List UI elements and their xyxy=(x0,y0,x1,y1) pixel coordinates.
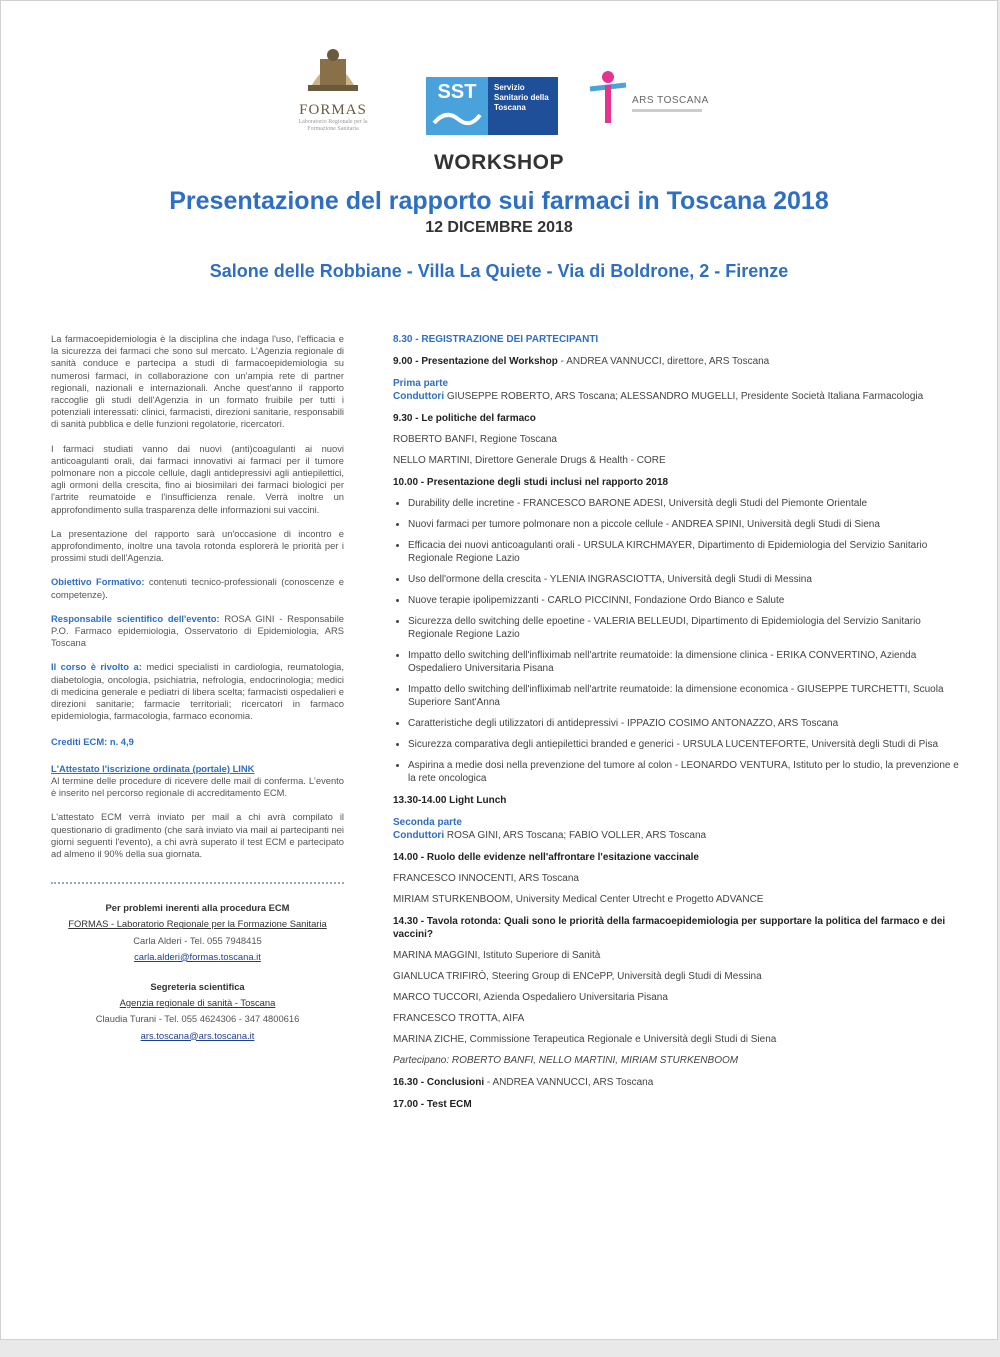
formas-subtitle: Laboratorio Regionale per la Formazione Sanitaria xyxy=(298,119,368,132)
contact1-email[interactable]: carla.alderi@formas.toscana.it xyxy=(134,950,261,962)
slot-conclusions xyxy=(393,1076,963,1089)
scientific-lead xyxy=(51,613,344,650)
ars-figure-icon xyxy=(586,69,630,129)
contact2-info: Claudia Turani - Tel. 055 4624306 - 347 4800616 xyxy=(95,1013,300,1025)
slot-policy-speaker-2: NELLO MARTINI, Direttore Generale Drugs & Health - CORE xyxy=(393,455,666,466)
dotted-divider xyxy=(51,882,344,884)
certificate-paragraph: L'attestato ECM verrà inviato per mail a chi avrà compilato il questionario di gradimento (che sarà inviato via mail ai partecipanti nei giorni seguenti l'evento), a chi avrà superato il test ECM e partecipato ad almeno il 90% della sua giornata. xyxy=(51,811,344,859)
study-item: • Uso dell'ormone della crescita - YLENIA INGRASCIOTTA, Università degli Studi di Messina xyxy=(408,573,963,586)
contact1-title: Per problemi inerenti alla procedura ECM xyxy=(105,902,290,914)
ars-underline xyxy=(632,109,702,112)
study-item: • Caratteristiche degli utilizzatori di antidepressivi - IPPAZIO COSIMO ANTONAZZO, ARS Toscana xyxy=(408,717,963,730)
part-one-hosts xyxy=(393,390,963,403)
part-two-hosts-label: Conduttori xyxy=(393,830,445,841)
slot-conclusions-speaker: - ANDREA VANNUCCI, ARS Toscana xyxy=(484,1077,654,1088)
intro-paragraph: La farmacoepidemiologia è la disciplina che indaga l'uso, l'efficacia e la sicurezza dei farmaci che sono sul mercato. L'Agenzia regionale di sanità conduce e partecipa a studi di farmacoepidemiologia su numerosi farmaci, in collaborazione con un'ampia rete di partner regionali, nazionali e internazionali. Anche quest'anno il rapporto raccoglie gli studi dell'Agenzia in un formato fruibile per tutti i potenziali interessati: clinici, farmacisti, direzioni sanitarie, responsabili di sanità pubblica e delle funzioni regolatorie, ricercatori. xyxy=(51,333,344,430)
part-two-heading: Seconda parte xyxy=(393,817,462,828)
registration xyxy=(51,763,344,800)
lunch-slot: 13.30-14.00 Light Lunch xyxy=(393,795,507,806)
audience-label: Il corso è rivolto a: xyxy=(51,661,142,673)
roundtable-title: 14.30 - Tavola rotonda: Quali sono le priorità della farmacoepidemiologia per supportare la politica del farmaco e dei vaccini? xyxy=(393,916,946,940)
slot-opening xyxy=(393,355,963,368)
contact2-org: Agenzia regionale di sanità - Toscana xyxy=(119,997,276,1009)
scientific-lead-text: ROSA GINI - Responsabile P.O. Farmaco epidemiologia, Osservatorio di Epidemiologia, ARS Toscana xyxy=(51,612,344,649)
workshop-label: WORKSHOP xyxy=(434,151,564,174)
presentation-paragraph: La presentazione del rapporto sarà un'occasione di incontro e approfondimento, inoltre una tavola rotonda esplorerà le priorità per i prossimi studi dell'Agenzia. xyxy=(51,527,344,564)
registration-text: Al termine delle procedure di ricevere delle mail di conferma. L'evento è inserito nel percorso regionale di accreditamento ECM. xyxy=(51,774,344,799)
audience xyxy=(51,661,344,722)
contact1-org: FORMAS - Laboratorio Regionale per la Formazione Sanitaria xyxy=(68,918,327,930)
sst-logo xyxy=(426,77,558,135)
study-item: • Sicurezza comparativa degli antiepilettici branded e generici - URSULA LUCENTEFORTE, Università degli Studi di Pisa xyxy=(408,738,963,751)
study-item: • Sicurezza dello switching delle epoetine - VALERIA BELLEUDI, Dipartimento di Epidemiologia del Servizio Sanitario Regionale Regione Lazio xyxy=(408,615,963,641)
scientific-lead-label: Responsabile scientifico dell'evento: xyxy=(51,612,220,624)
slot-vaccine-title: 14.00 - Ruolo delle evidenze nell'affrontare l'esitazione vaccinale xyxy=(393,852,699,863)
roundtable-participant: MARCO TUCCORI, Azienda Ospedaliero Universitaria Pisana xyxy=(393,992,668,1003)
slot-policy-speaker-1: ROBERTO BANFI, Regione Toscana xyxy=(393,434,557,445)
slot-vaccine-speaker-1: FRANCESCO INNOCENTI, ARS Toscana xyxy=(393,873,579,884)
ars-logo xyxy=(586,69,726,129)
drugs-paragraph: I farmaci studiati vanno dai nuovi (anti)coagulanti ai nuovi anticoagulanti orali, dai farmaci innovativi ai farmaci per il tumore polmonare non a piccole cellule, dagli antidepressivi agli antiepilettici, agli ormoni della crescita, fino ai biosimilari dei farmaci biologici per l'artrite reumatoide e l'insufficienza renale. Verrà inoltre un approfondimento sulla trasparenza delle informazioni sui vaccini. xyxy=(51,442,344,515)
slot-policy-title: 9.30 - Le politiche del farmaco xyxy=(393,413,536,424)
roundtable-participant: MARINA MAGGINI, Istituto Superiore di Sanità xyxy=(393,950,601,961)
slot-test: 17.00 - Test ECM xyxy=(393,1099,472,1110)
ars-name: ARS TOSCANA xyxy=(632,95,709,106)
roundtable-participants-note: Partecipano: ROBERTO BANFI, NELLO MARTINI, MIRIAM STURKENBOOM xyxy=(393,1055,739,1066)
part-one-heading: Prima parte xyxy=(393,378,449,389)
sst-wave-icon xyxy=(432,109,482,129)
slot-vaccine-speaker-2: MIRIAM STURKENBOOM, University Medical Center Utrecht e Progetto ADVANCE xyxy=(393,894,764,905)
part-one-hosts-label: Conduttori xyxy=(393,391,445,402)
sst-short: SST xyxy=(437,81,477,103)
logo-bar xyxy=(1,41,997,136)
event-date: 12 DICEMBRE 2018 xyxy=(425,219,573,236)
registration-link[interactable]: L'Attestato l'iscrizione ordinata (portale) LINK xyxy=(51,762,255,774)
objective xyxy=(51,576,344,600)
roundtable-participant: FRANCESCO TROTTA, AIFA xyxy=(393,1013,525,1024)
formas-logo xyxy=(284,45,382,135)
audience-text: medici specialisti in cardiologia, reumatologia, diabetologia, oncologia, psichiatria, nefrologia, endocrinologia; medici di medicina generale e pediatri di libera scelta; farmacisti ospedalieri e direzioni sanitarie; farmacie territoriali; ricercatori in farmaco epidemiologia, farmacologia, farmaco economia. xyxy=(51,661,344,722)
sst-long: Servizio Sanitario della Toscana xyxy=(488,77,558,135)
ecm-credits: Crediti ECM: n. 4,9 xyxy=(51,736,134,748)
main-title: Presentazione del rapporto sui farmaci in Toscana 2018 xyxy=(169,187,829,215)
slot-opening-speaker: - ANDREA VANNUCCI, direttore, ARS Toscana xyxy=(557,356,770,367)
objective-label: Obiettivo Formativo: xyxy=(51,576,145,588)
contact1-info: Carla Alderi - Tel. 055 7948415 xyxy=(133,934,262,946)
contact2-email[interactable]: ars.toscana@ars.toscana.it xyxy=(140,1029,255,1041)
studies-list xyxy=(393,497,963,785)
study-item: • Durability delle incretine - FRANCESCO BARONE ADESI, Università degli Studi del Piemonte Orientale xyxy=(408,497,963,510)
event-venue: Salone delle Robbiane - Villa La Quiete - Via di Boldrone, 2 - Firenze xyxy=(209,261,789,281)
study-item: • Aspirina a medie dosi nella prevenzione del tumore al colon - LEONARDO VENTURA, Istituto per lo studio, la prevenzione e la rete oncologica xyxy=(408,759,963,785)
roundtable-participant: MARINA ZICHE, Commissione Terapeutica Regionale e Università degli Studi di Siena xyxy=(393,1034,777,1045)
roundtable-participant: GIANLUCA TRIFIRÒ, Steering Group di ENCePP, Università degli Studi di Messina xyxy=(393,971,762,982)
program-column xyxy=(393,333,963,1120)
slot-conclusions-title: 16.30 - Conclusioni xyxy=(393,1077,485,1088)
study-item: • Nuovi farmaci per tumore polmonare non a piccole cellule - ANDREA SPINI, Università degli Studi di Siena xyxy=(408,518,963,531)
title-block xyxy=(1,151,997,282)
part-two-hosts xyxy=(393,829,963,842)
objective-text: contenuti tecnico-professionali (conoscenze e competenze). xyxy=(51,576,344,600)
sst-logo-left xyxy=(426,77,488,135)
formas-name: FORMAS xyxy=(299,102,367,118)
study-item: • Impatto dello switching dell'infliximab nell'artrite reumatoide: la dimensione clinica - ERIKA CONVERTINO, Azienda Ospedaliero Universitaria Pisana xyxy=(408,649,963,675)
registration-slot: 8.30 - REGISTRAZIONE DEI PARTECIPANTI xyxy=(393,334,599,345)
contact2-title: Segreteria scientifica xyxy=(150,980,245,992)
slot-opening-title: 9.00 - Presentazione del Workshop xyxy=(393,356,558,367)
part-two-hosts-text: ROSA GINI, ARS Toscana; FABIO VOLLER, ARS Toscana xyxy=(444,830,707,841)
study-item: • Impatto dello switching dell'infliximab nell'artrite reumatoide: la dimensione economica - GIUSEPPE TURCHETTI, Scuola Superiore Sant'Anna xyxy=(408,683,963,709)
formas-crest-icon xyxy=(302,45,364,95)
slot-studies-title: 10.00 - Presentazione degli studi inclusi nel rapporto 2018 xyxy=(393,477,669,488)
left-column xyxy=(51,333,344,1046)
part-one-hosts-text: GIUSEPPE ROBERTO, ARS Toscana; ALESSANDRO MUGELLI, Presidente Società Italiana Farmacologia xyxy=(444,391,924,402)
study-item: • Efficacia dei nuovi anticoagulanti orali - URSULA KIRCHMAYER, Dipartimento di Epidemiologia del Servizio Sanitario Regionale Regione Lazio xyxy=(408,539,963,565)
study-item: • Nuove terapie ipolipemizzanti - CARLO PICCINNI, Fondazione Ordo Bianco e Salute xyxy=(408,594,963,607)
